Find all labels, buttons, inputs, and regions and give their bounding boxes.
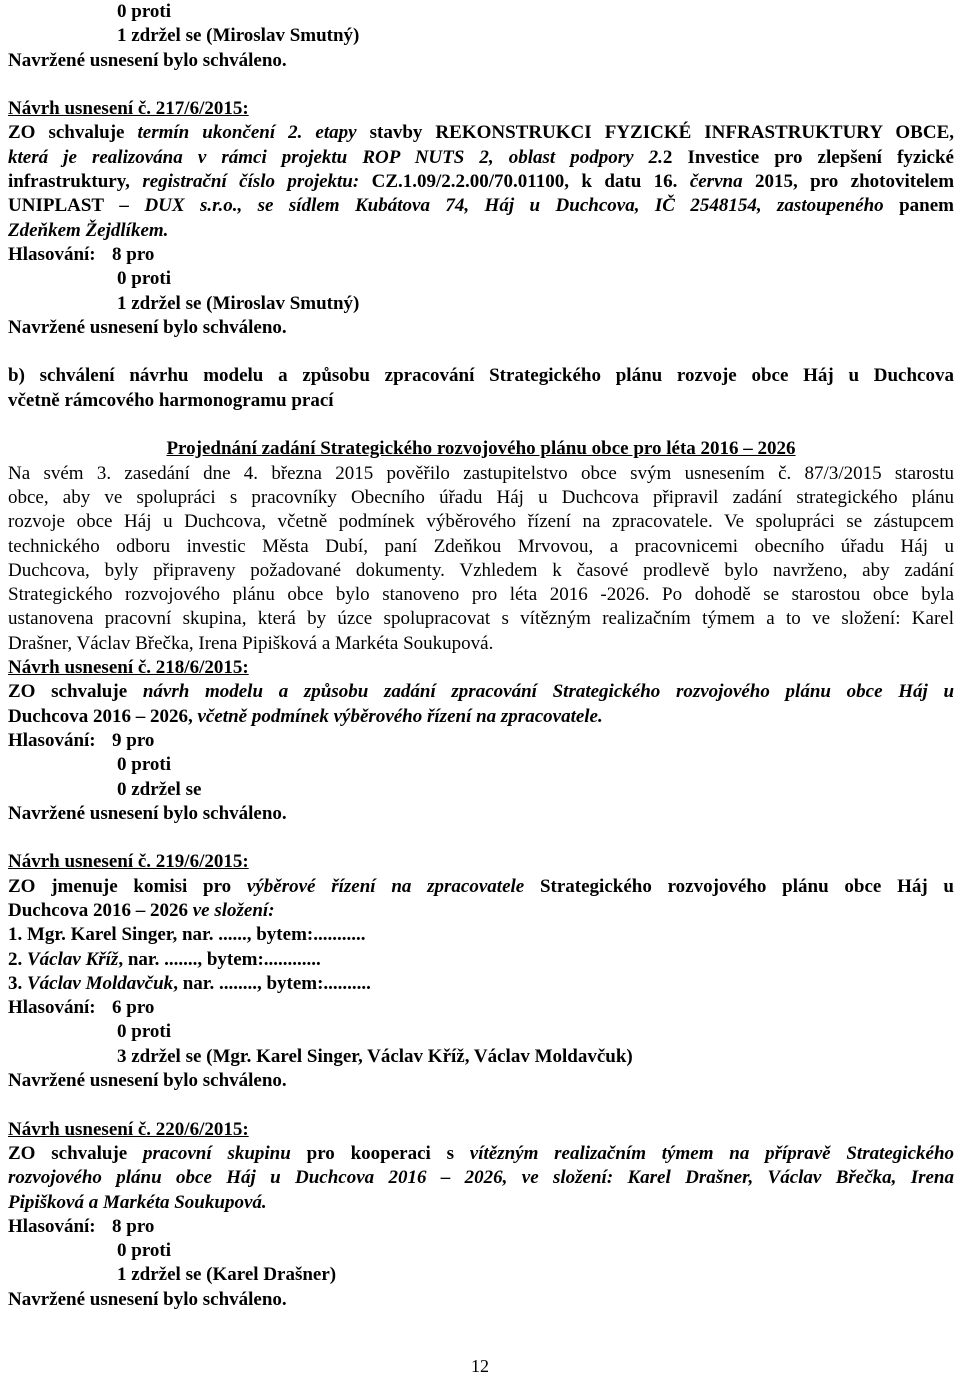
resolution-text-219: ZO jmenuje komisi pro výběrové řízení na zpracovatele Strategického rozvojového plánu obce Háj u bbox=[8, 875, 954, 897]
resolution-text-218: ZO schvaluje návrh modelu a způsobu zadání zpracování Strategického rozvojového plánu obce Háj u bbox=[8, 681, 955, 703]
vote-line: Hlasování: 6 pro bbox=[8, 997, 155, 1019]
paragraph: Na svém 3. zasedání dne 4. března 2015 pověřilo zastupitelstvo obce svým usnesením č. 87/3/2015 starostu bbox=[8, 462, 954, 484]
vote-line: Hlasování: 8 pro bbox=[8, 1215, 155, 1237]
section-b-title: b) schválení návrhu modelu a způsobu zpracování Strategického plánu rozvoje obce Háj u Duchcova bbox=[8, 365, 954, 387]
list-item: 2. Václav Kříž, nar. ......., bytem:............ bbox=[8, 948, 321, 970]
vote-line: 0 proti bbox=[117, 1, 172, 22]
approved-text: Navržené usnesení bylo schváleno. bbox=[8, 49, 287, 71]
list-item: 1. Mgr. Karel Singer, nar. ......, bytem:........... bbox=[8, 924, 366, 946]
resolution-title-217: Návrh usnesení č. 217/6/2015: bbox=[8, 98, 249, 120]
document-page: 0 proti 1 zdržel se (Miroslav Smutný) Navržené usnesení bylo schváleno. Návrh usnesení č. 217/6/2015: ZO schvaluje termín ukončení 2. etapy stavby REKONSTRUKCI FYZICKÉ INFRASTRUKTURY OBCE, která je realizována v rámci projektu ROP NUTS 2, oblast podpory 2.2 Investice pro zlepšení fyzické infrastruktury, registrační číslo projektu: CZ.1.09/2.2.00/70.01100, k datu 16. června 2015, pro zhotovitelem UNIPLAST – DUX s.r.o., se sídlem Kubátova 74, Háj u Duchcova, IČ 2548154, zastoupeného panem Zdeňkem Žejdlíkem. Hlasování: 8 pro 0 proti 1 zdržel se (Miroslav Smutný) Navržené usnesení bylo schváleno. b) schválení návrhu modelu a způsobu zpracování Strategického plánu rozvoje obce Háj u Duchcova včetně rámcového harmonogramu prací Projednání zadání Strategického rozvojového plánu obce pro léta 2016 – 2026 Na svém 3. zasedání dne 4. března 2015 pověřilo zastupitelstvo obce svým usnesením č. 87/3/2015 starostu obce, aby ve spolupráci s pracovníky Obecního úřadu Háj u Duchcova připravil zadání strategického plánu rozvoje obce Háj u Duchcova, včetně podmínek výběrového řízení na zpracovatele. Ve spolupráci se zástupcem technického odboru investic Města Dubí, paní Zdeňkou Mrvovou, a pracovnicemi obecního úřadu Háj u Duchcova, byly připraveny požadované dokumenty. Vzhledem k časové prodlevě bylo navrženo, aby zadání Strategického rozvojového plánu obce bylo stanoveno pro léta 2016 -2026. Po dohodě se starostou obce byla ustanovena pracovní skupina, která by úzce spolupracovat s vítězným realizačním týmem a to ve složení: Karel Drašner, Václav Břečka, Irena Pipišková a Markéta Soukupová. Návrh usnesení č. 218/6/2015: ZO schvaluje návrh modelu a způsobu zadání zpracování Strategického rozvojového plánu obce Háj u Duchcova 2016 – 2026, včetně podmínek výběrového řízení na zpracovatele. Hlasování: 9 pro 0 proti 0 zdržel se Navržené usnesení bylo schváleno. Návrh usnesení č. 219/6/2015: ZO jmenuje komisi pro výběrové řízení na zpracovatele Strategického rozvojového plánu obce Háj u Duchcova 2016 – 2026 ve složení: 1. Mgr. Karel Singer, nar. ......, bytem:........... 2. Václav Kříž, nar. ......., bytem:............ 3. Václav Moldavčuk, nar. ........, bytem:.......... Hlasování: 6 pro 0 proti 3 zdržel se (Mgr. Karel Singer, Václav Kříž, Václav Moldavčuk) Navržené usnesení bylo schváleno. Návrh usnesení č. 220/6/2015: ZO schvaluje pracovní skupinu pro kooperaci s vítězným realizačním týmem na přípravě Strategického rozvojového plánu obce Háj u Duchcova 2016 – 2026, ve složení: Karel Drašner, Václav Břečka, Irena Pipišková a Markéta Soukupová. Hlasování: 8 pro 0 proti 1 zdržel se (Karel Drašner) Navržené usnesení bylo schváleno. bbox=[8, 0, 954, 1312]
vote-line: Hlasování: 8 pro bbox=[8, 243, 155, 265]
page-number: 12 bbox=[471, 1356, 489, 1376]
approved-text: Navržené usnesení bylo schváleno. bbox=[8, 802, 287, 824]
section-heading: Projednání zadání Strategického rozvojového plánu obce pro léta 2016 – 2026 bbox=[166, 438, 796, 460]
resolution-title-218: Návrh usnesení č. 218/6/2015: bbox=[8, 657, 249, 679]
vote-line: Hlasování: 9 pro bbox=[8, 729, 155, 751]
resolution-title-219: Návrh usnesení č. 219/6/2015: bbox=[8, 851, 249, 873]
approved-text: Navržené usnesení bylo schváleno. bbox=[8, 1288, 287, 1310]
vote-line: 1 zdržel se (Miroslav Smutný) bbox=[117, 25, 360, 47]
list-item: 3. Václav Moldavčuk, nar. ........, bytem:.......... bbox=[8, 972, 371, 994]
resolution-text-220: ZO schvaluje pracovní skupinu pro kooperaci s vítězným realizačním týmem na přípravě Strategického bbox=[8, 1142, 955, 1164]
approved-text: Navržené usnesení bylo schváleno. bbox=[8, 316, 287, 338]
approved-text: Navržené usnesení bylo schváleno. bbox=[8, 1070, 287, 1092]
resolution-text-217: ZO schvaluje termín ukončení 2. etapy stavby REKONSTRUKCI FYZICKÉ INFRASTRUKTURY OBCE, bbox=[8, 122, 955, 144]
resolution-title-220: Návrh usnesení č. 220/6/2015: bbox=[8, 1118, 249, 1140]
